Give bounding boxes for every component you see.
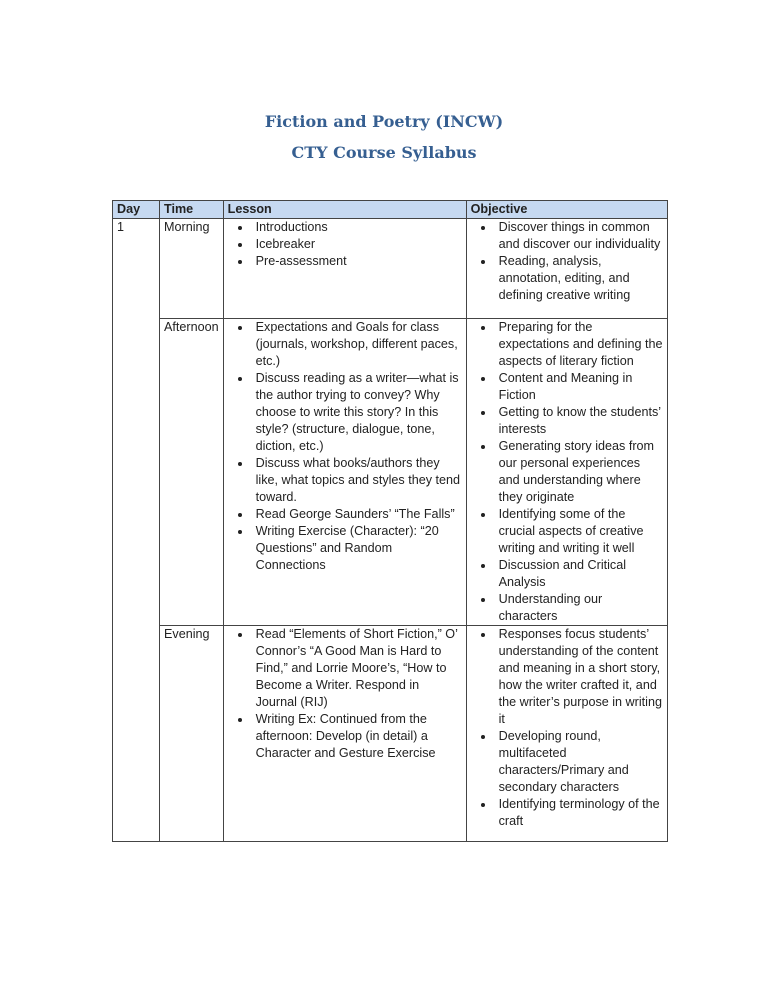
- lesson-cell: [223, 219, 466, 319]
- header-time: Time: [160, 201, 224, 219]
- objective-cell: [466, 319, 667, 626]
- lesson-item: • Icebreaker: [252, 236, 462, 253]
- objective-item: • Responses focus students’ understanding of the content and meaning in a short story, how the writer crafted it, and the writer’s purpose in writing it: [495, 626, 663, 728]
- objective-list: [471, 319, 663, 625]
- lesson-item: • Introductions: [252, 219, 462, 236]
- objective-item: • Preparing for the expectations and defining the aspects of literary fiction: [495, 319, 663, 370]
- objective-item: • Getting to know the students’ interests: [495, 404, 663, 438]
- table-row: [113, 319, 668, 626]
- syllabus-table: [112, 200, 668, 842]
- objective-item: • Discover things in common and discover our individuality: [495, 219, 663, 253]
- lesson-item: • Discuss reading as a writer—what is the author trying to convey? Why choose to write this story? In this style? (structure, dialogue, tone, diction, etc.): [252, 370, 462, 455]
- table-header-row: [113, 201, 668, 219]
- lesson-item: • Read “Elements of Short Fiction,” O’ Connor’s “A Good Man is Hard to Find,” and Lorrie Moore’s, “How to Become a Writer. Respond in Journal (RIJ): [252, 626, 462, 711]
- lesson-item: • Read George Saunders’ “The Falls”: [252, 506, 462, 523]
- lesson-item: • Pre-assessment: [252, 253, 462, 270]
- time-cell: Evening: [160, 626, 224, 842]
- objective-item: • Discussion and Critical Analysis: [495, 557, 663, 591]
- objective-item: • Identifying some of the crucial aspects of creative writing and writing it well: [495, 506, 663, 557]
- objective-item: • Identifying terminology of the craft: [495, 796, 663, 830]
- document-subtitle: CTY Course Syllabus: [291, 143, 477, 162]
- objective-cell: [466, 219, 667, 319]
- lesson-item: • Expectations and Goals for class (journals, workshop, different paces, etc.): [252, 319, 462, 370]
- lesson-list: [228, 219, 462, 270]
- objective-list: [471, 626, 663, 830]
- lesson-item: • Writing Exercise (Character): “20 Questions” and Random Connections: [252, 523, 462, 574]
- objective-item: • Content and Meaning in Fiction: [495, 370, 663, 404]
- objective-item: • Understanding our characters: [495, 591, 663, 625]
- time-cell: Afternoon: [160, 319, 224, 626]
- time-cell: Morning: [160, 219, 224, 319]
- objective-item: • Developing round, multifaceted characters/Primary and secondary characters: [495, 728, 663, 796]
- lesson-cell: [223, 319, 466, 626]
- lesson-item: • Writing Ex: Continued from the afternoon: Develop (in detail) a Character and Gesture Exercise: [252, 711, 462, 762]
- header-lesson: Lesson: [223, 201, 466, 219]
- day-cell: 1: [113, 219, 160, 842]
- lesson-cell: [223, 626, 466, 842]
- objective-cell: [466, 626, 667, 842]
- header-objective: Objective: [466, 201, 667, 219]
- table-row: [113, 626, 668, 842]
- lesson-list: [228, 626, 462, 762]
- header-day: Day: [113, 201, 160, 219]
- objective-list: [471, 219, 663, 304]
- objective-item: • Generating story ideas from our personal experiences and understanding where they originate: [495, 438, 663, 506]
- objective-item: • Reading, analysis, annotation, editing, and defining creative writing: [495, 253, 663, 304]
- lesson-list: [228, 319, 462, 574]
- document-title: Fiction and Poetry (INCW): [264, 112, 504, 131]
- lesson-item: • Discuss what books/authors they like, what topics and styles they tend toward.: [252, 455, 462, 506]
- table-row: [113, 219, 668, 319]
